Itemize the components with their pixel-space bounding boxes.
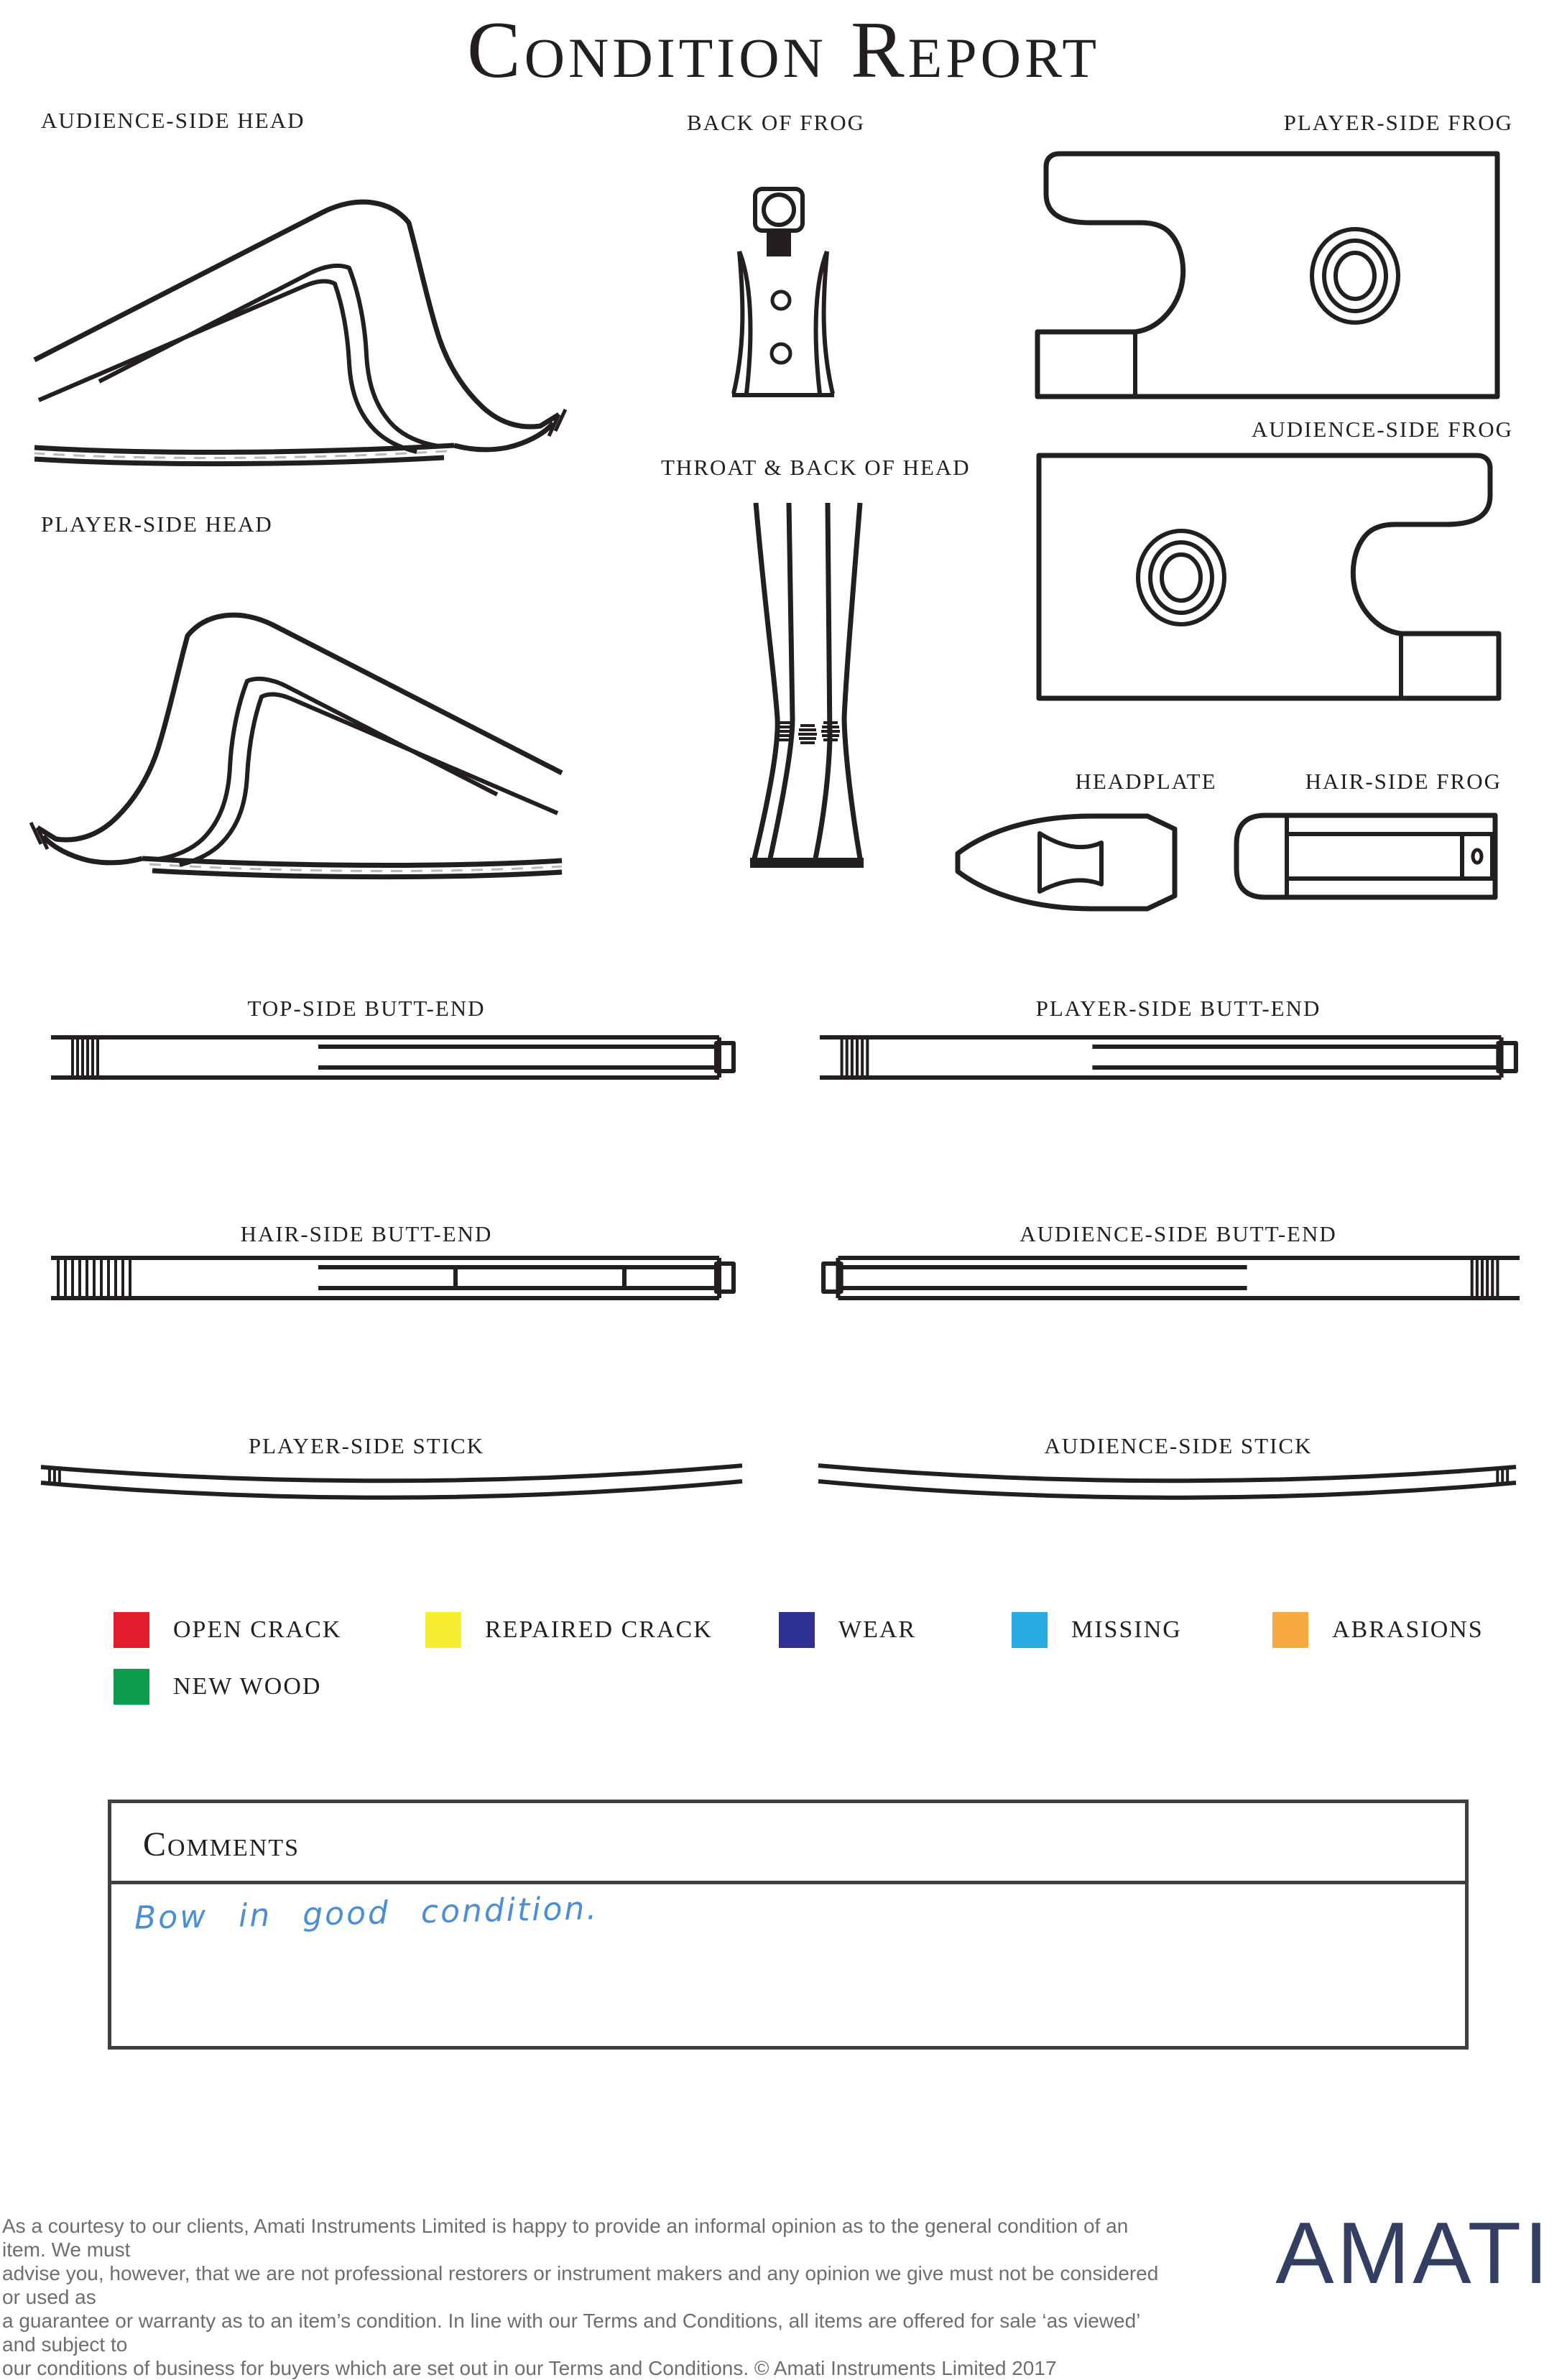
label-headplate: HEADPLATE [1075,769,1217,794]
disclaimer-line: our conditions of business for buyers which are set out in our Terms and Conditions. © Amati Instruments Limited 2017 [2,2357,1057,2379]
headplate-drawing [952,810,1193,915]
legend-label: OPEN CRACK [173,1616,342,1643]
legend-label: NEW WOOD [173,1673,322,1700]
player-side-butt-end-drawing [820,1034,1520,1080]
back-of-frog-drawing [729,187,837,399]
disclaimer-text [2,2214,1173,2380]
player-side-head-drawing [14,553,582,884]
legend-item-repaired-crack [425,1612,713,1648]
comments-divider [108,1881,1469,1884]
throat-back-of-head-drawing [726,503,873,869]
audience-side-butt-end-drawing [820,1255,1520,1301]
audience-side-head-drawing [14,140,582,471]
label-throat-back-of-head: THROAT & BACK OF HEAD [661,455,971,480]
open-crack-swatch [114,1612,149,1648]
legend-item-new-wood [114,1669,321,1705]
disclaimer-line: As a courtesy to our clients, Amati Instruments Limited is happy to provide an informal opinion as to the general condition of an item. We must [2,2215,1129,2261]
missing-swatch [1012,1612,1048,1648]
new-wood-swatch [114,1669,149,1705]
legend-item-missing [1012,1612,1182,1648]
label-audience-side-head: AUDIENCE-SIDE HEAD [41,108,305,133]
legend-item-wear [779,1612,916,1648]
audience-side-stick-drawing [817,1461,1517,1507]
label-audience-side-stick: AUDIENCE-SIDE STICK [1044,1433,1313,1458]
comments-box [108,1800,1469,2050]
legend-label: MISSING [1071,1616,1182,1643]
label-hair-side-frog: HAIR-SIDE FROG [1305,769,1502,794]
repaired-crack-swatch [425,1612,461,1648]
label-player-side-head: PLAYER-SIDE HEAD [41,511,273,537]
legend-label: WEAR [838,1616,917,1643]
page-title: Condition Report [467,6,1100,95]
label-audience-side-frog: AUDIENCE-SIDE FROG [1251,417,1513,442]
label-player-side-frog: PLAYER-SIDE FROG [1283,110,1513,135]
amati-logo: AMATI [1275,2204,1551,2302]
disclaimer-line: a guarantee or warranty as to an item’s condition. In line with our Terms and Conditions, all items are offered for sale ‘as viewed’ and subject to [2,2310,1140,2356]
legend-label: REPAIRED CRACK [485,1616,713,1643]
player-side-stick-drawing [40,1461,744,1507]
legend-item-open-crack [114,1612,341,1648]
label-back-of-frog: BACK OF FROG [687,110,865,135]
audience-side-frog-drawing [1035,453,1502,701]
label-hair-side-butt-end: HAIR-SIDE BUTT-END [240,1221,493,1246]
player-side-frog-drawing [1035,151,1502,399]
wear-swatch [779,1612,815,1648]
top-side-butt-end-drawing [51,1034,737,1080]
handwritten-comment: Bow in good condition. [134,1890,599,1937]
label-player-side-butt-end: PLAYER-SIDE BUTT-END [1035,996,1321,1021]
label-top-side-butt-end: TOP-SIDE BUTT-END [247,996,486,1021]
abrasions-swatch [1272,1612,1308,1648]
label-audience-side-butt-end: AUDIENCE-SIDE BUTT-END [1020,1221,1337,1246]
legend-label: ABRASIONS [1332,1616,1484,1643]
disclaimer-line: advise you, however, that we are not professional restorers or instrument makers and any opinion we give must not be considered or used as [2,2262,1159,2308]
hair-side-frog-drawing [1231,812,1498,900]
comments-header: Comments [143,1825,300,1863]
hair-side-butt-end-drawing [51,1255,737,1301]
legend-item-abrasions [1272,1612,1484,1648]
label-player-side-stick: PLAYER-SIDE STICK [248,1433,485,1458]
